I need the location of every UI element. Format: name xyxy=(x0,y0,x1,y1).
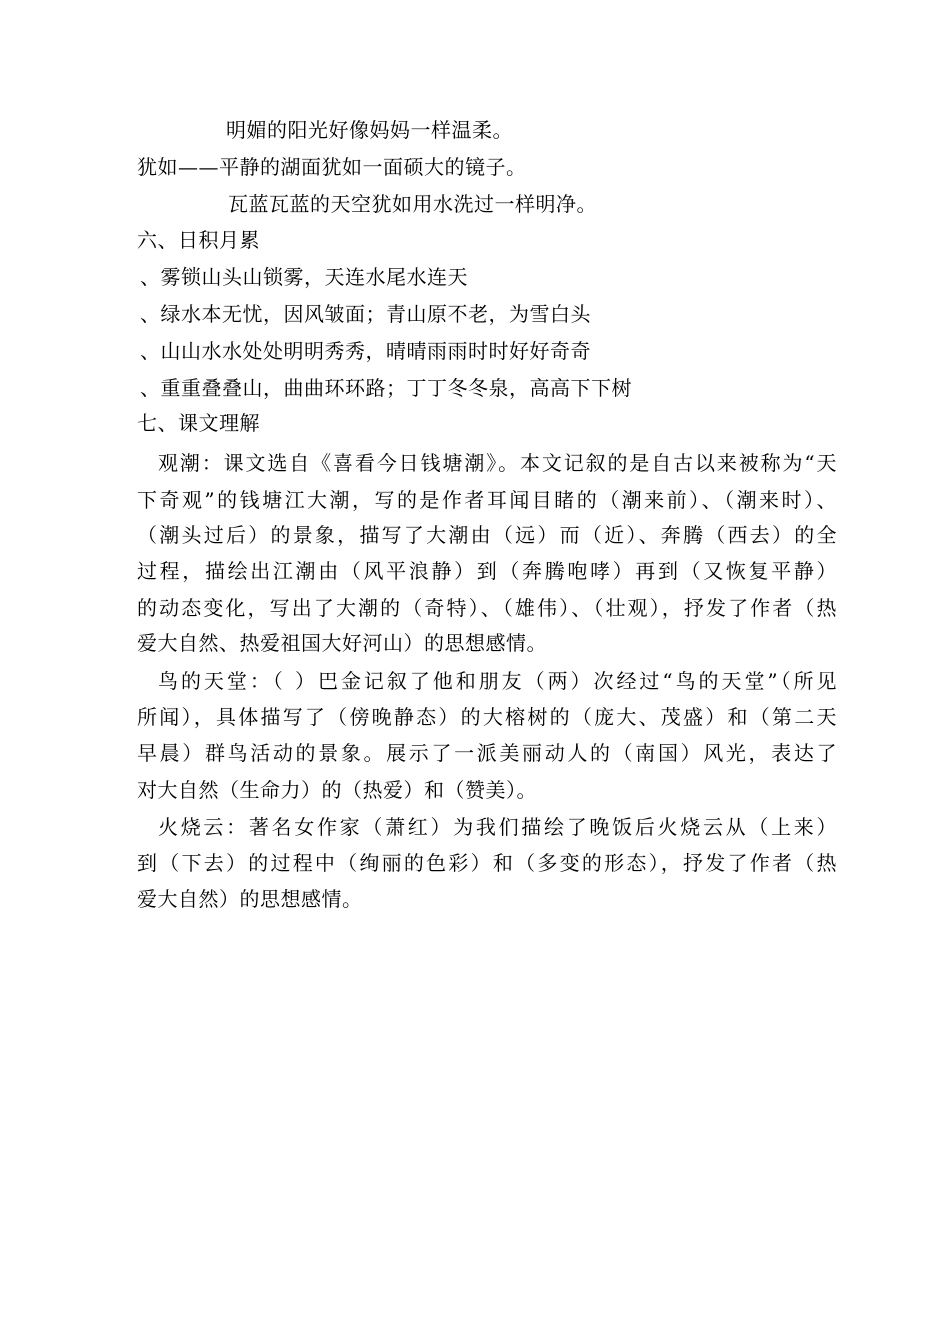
section-7-heading: 七、课文理解 xyxy=(137,411,260,435)
paragraph-line: （潮头过后）的景象，描写了大潮由（远）而（近）、奔腾（西去）的全 xyxy=(137,523,837,547)
section-6-heading: 六、日积月累 xyxy=(137,228,260,252)
paragraph-line: 爱大自然）的思想感情。 xyxy=(137,887,363,911)
paragraph-line: 对大自然（生命力）的（热爱）和（赞美）。 xyxy=(137,778,537,802)
paragraph-line: 鸟的天堂：（ ）巴金记叙了他和朋友（两）次经过“鸟的天堂”（所见 xyxy=(158,669,837,693)
simile-line-3: 瓦蓝瓦蓝的天空犹如用水洗过一样明净。 xyxy=(228,192,597,216)
simile-line-2: 犹如——平静的湖面犹如一面硕大的镜子。 xyxy=(137,155,527,179)
section-6-item-3: 、山山水水处处明明秀秀，晴晴雨雨时时好好奇奇 xyxy=(140,339,591,363)
paragraph-line: 火烧云：著名女作家（萧红）为我们描绘了晚饭后火烧云从（上来） xyxy=(158,815,837,839)
paragraph-line: 下奇观”的钱塘江大潮，写的是作者耳闻目睹的（潮来前）、（潮来时）、 xyxy=(137,488,837,512)
paragraph-line: 过程，描绘出江潮由（风平浪静）到（奔腾咆哮）再到（又恢复平静） xyxy=(137,559,837,583)
simile-line-1: 明媚的阳光好像妈妈一样温柔。 xyxy=(226,118,513,142)
paragraph-line: 爱大自然、热爱祖国大好河山）的思想感情。 xyxy=(137,631,547,655)
section-6-item-2: 、绿水本无忧，因风皱面；青山原不老，为雪白头 xyxy=(140,302,591,326)
paragraph-line: 早晨）群鸟活动的景象。展示了一派美丽动人的（南国）风光，表达了 xyxy=(137,741,837,765)
section-6-item-1: 、雾锁山头山锁雾，天连水尾水连天 xyxy=(140,265,468,289)
paragraph-line: 到（下去）的过程中（绚丽的色彩）和（多变的形态），抒发了作者（热 xyxy=(137,851,837,875)
paragraph-line: 的动态变化，写出了大潮的（奇特）、（雄伟）、（壮观），抒发了作者（热 xyxy=(137,596,837,620)
paragraph-line: 观潮：课文选自《喜看今日钱塘潮》。本文记叙的是自古以来被称为“天 xyxy=(158,451,837,475)
paragraph-line: 所闻），具体描写了（傍晚静态）的大榕树的（庞大、茂盛）和（第二天 xyxy=(137,705,837,729)
section-6-item-4: 、重重叠叠山，曲曲环环路；丁丁冬冬泉，高高下下树 xyxy=(140,376,632,400)
